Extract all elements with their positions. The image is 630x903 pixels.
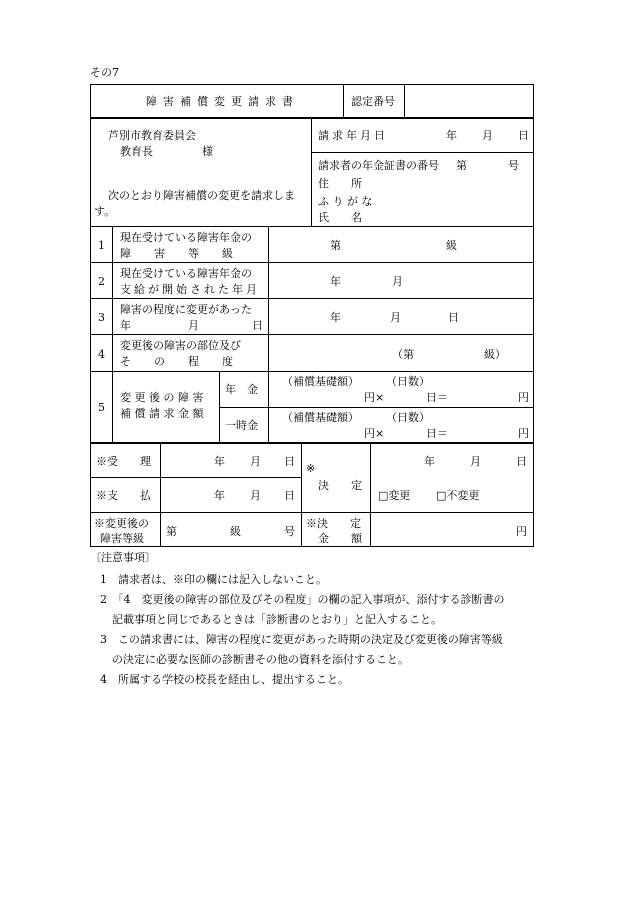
decision-year: 年 [424, 455, 435, 468]
requester-info-field[interactable] [370, 176, 530, 222]
decision-changed-checkbox[interactable]: □変更 [378, 489, 411, 502]
note-item-2: 2 「4 変更後の障害の部位及びその程度」の欄の記入事項が、添付する診断書の [100, 593, 505, 606]
decision-amount-yen: 円 [516, 525, 527, 538]
row5-pension-label: 年 金 [225, 383, 258, 396]
request-text-line1: 次のとおり障害補償の変更を請求しま [108, 189, 295, 202]
row2-month: 月 [392, 275, 403, 288]
row1-value-field[interactable] [270, 228, 532, 260]
row4-label-line2: そ の 程 度 [120, 355, 239, 368]
row5-lump-label: 一時金 [225, 419, 258, 432]
row2-year: 年 [330, 275, 341, 288]
addressee-honorific: 様 [202, 145, 213, 158]
row5-lump-days-label: （日数） [386, 411, 430, 424]
row3-label-line1: 障害の程度に変更があった [120, 303, 252, 316]
grade-dai: 第 [166, 525, 177, 538]
note-item-2-cont: 記載事項と同じであるときは「診断書のとおり」と記入すること。 [112, 613, 442, 626]
row4-number: 4 [98, 348, 105, 361]
row3-label-month: 月 [188, 319, 199, 332]
name-label: 氏 名 [318, 211, 362, 224]
request-date-month: 月 [482, 129, 493, 142]
pension-cert-dai: 第 [456, 159, 467, 172]
address-label: 住 所 [318, 177, 362, 190]
row5-number: 5 [98, 401, 105, 414]
pension-cert-go: 号 [508, 159, 519, 172]
row3-year: 年 [330, 311, 341, 324]
note-item-4: 4 所属する学校の校長を経由し、提出すること。 [100, 673, 349, 686]
row2-value-field[interactable] [270, 264, 532, 296]
request-date-field[interactable] [380, 124, 440, 144]
row5-pension-yen-x: 円× [364, 391, 385, 404]
note-item-3: 3 この請求書には、障害の程度に変更があった時期の決定及び変更後の障害等級 [100, 633, 503, 646]
row5-label-line1: 変 更 後 の 障 害 [120, 391, 204, 404]
row5-lump-base-label: （補償基礎額） [282, 411, 359, 424]
receipt-day: 日 [284, 455, 295, 468]
receipt-label: ※受 理 [96, 455, 151, 468]
grade-kyu: 級 [230, 525, 241, 538]
row4-label-line1: 変更後の障害の部位及び [120, 339, 241, 352]
row4-grade-open: （第 [392, 348, 414, 361]
request-date-year: 年 [446, 129, 457, 142]
pension-cert-label: 請求者の年金証書の番号 [318, 159, 439, 172]
row1-label-line2: 障 害 等 級 [120, 247, 239, 260]
row5-lump-yen: 円 [518, 427, 529, 440]
row3-month: 月 [390, 311, 401, 324]
row2-label-line2: 支給が開始された年月 [120, 283, 260, 296]
decision-amount-label-line1: ※決 定 [306, 517, 361, 530]
request-date-label: 請求年月日 [318, 129, 388, 142]
addressee-title: 教育長 [120, 145, 153, 158]
grade-label-line2: 障害等級 [100, 532, 144, 545]
decision-amount-label-line2: 金 額 [318, 532, 362, 545]
row2-number: 2 [98, 275, 105, 288]
payment-month: 月 [250, 489, 261, 502]
row5-pension-days-label: （日数） [386, 375, 430, 388]
row3-value-field[interactable] [270, 300, 532, 332]
receipt-year: 年 [214, 455, 225, 468]
note-item-3-cont: の決定に必要な医師の診断書その他の資料を添付すること。 [112, 653, 409, 666]
row5-label-line2: 補 償 請 求 金 額 [120, 407, 204, 420]
row1-grade-kyu: 級 [446, 239, 457, 252]
form-number: その7 [90, 66, 119, 79]
row3-label-day: 日 [252, 319, 263, 332]
row3-label-year: 年 [120, 319, 131, 332]
request-date-day: 日 [518, 129, 529, 142]
payment-day: 日 [284, 489, 295, 502]
note-item-1: 1 請求者は、※印の欄には記入しないこと。 [100, 573, 327, 586]
row1-number: 1 [98, 239, 105, 252]
receipt-month: 月 [250, 455, 261, 468]
row1-label-line1: 現在受けている障害年金の [120, 231, 252, 244]
row5-lump-yen-x: 円× [364, 427, 385, 440]
cert-number-label: 認定番号 [351, 95, 395, 108]
decision-mark: ※ [306, 462, 316, 475]
row1-grade-dai: 第 [330, 239, 341, 252]
row4-grade-close: 級） [484, 348, 506, 361]
row3-number: 3 [98, 311, 105, 324]
row5-pension-base-label: （補償基礎額） [282, 375, 359, 388]
decision-label: 決 定 [318, 479, 362, 492]
cert-number-field[interactable] [404, 84, 534, 118]
row5-pension-yen: 円 [518, 391, 529, 404]
grade-go: 号 [284, 525, 295, 538]
decision-day: 日 [516, 455, 527, 468]
notes-heading: 〔注意事項〕 [90, 551, 156, 564]
row2-label-line1: 現在受けている障害年金の [120, 267, 252, 280]
payment-year: 年 [214, 489, 225, 502]
form-title: 障害補償変更請求書 [146, 95, 299, 108]
request-text-line2: す。 [94, 205, 116, 218]
grade-label-line1: ※変更後の [94, 517, 149, 530]
row4-value-field[interactable] [270, 336, 532, 369]
decision-month: 月 [470, 455, 481, 468]
payment-label: ※支 払 [96, 489, 151, 502]
decision-unchanged-checkbox[interactable]: □不変更 [436, 489, 480, 502]
row5-lump-field[interactable] [270, 409, 532, 441]
furigana-label: ふ り が な [318, 195, 373, 208]
row5-pension-field[interactable] [270, 373, 532, 405]
row3-day: 日 [448, 311, 459, 324]
addressee-org: 芦別市教育委員会 [108, 129, 196, 142]
row5-lump-days-eq: 日＝ [426, 427, 448, 440]
row5-pension-days-eq: 日＝ [426, 391, 448, 404]
